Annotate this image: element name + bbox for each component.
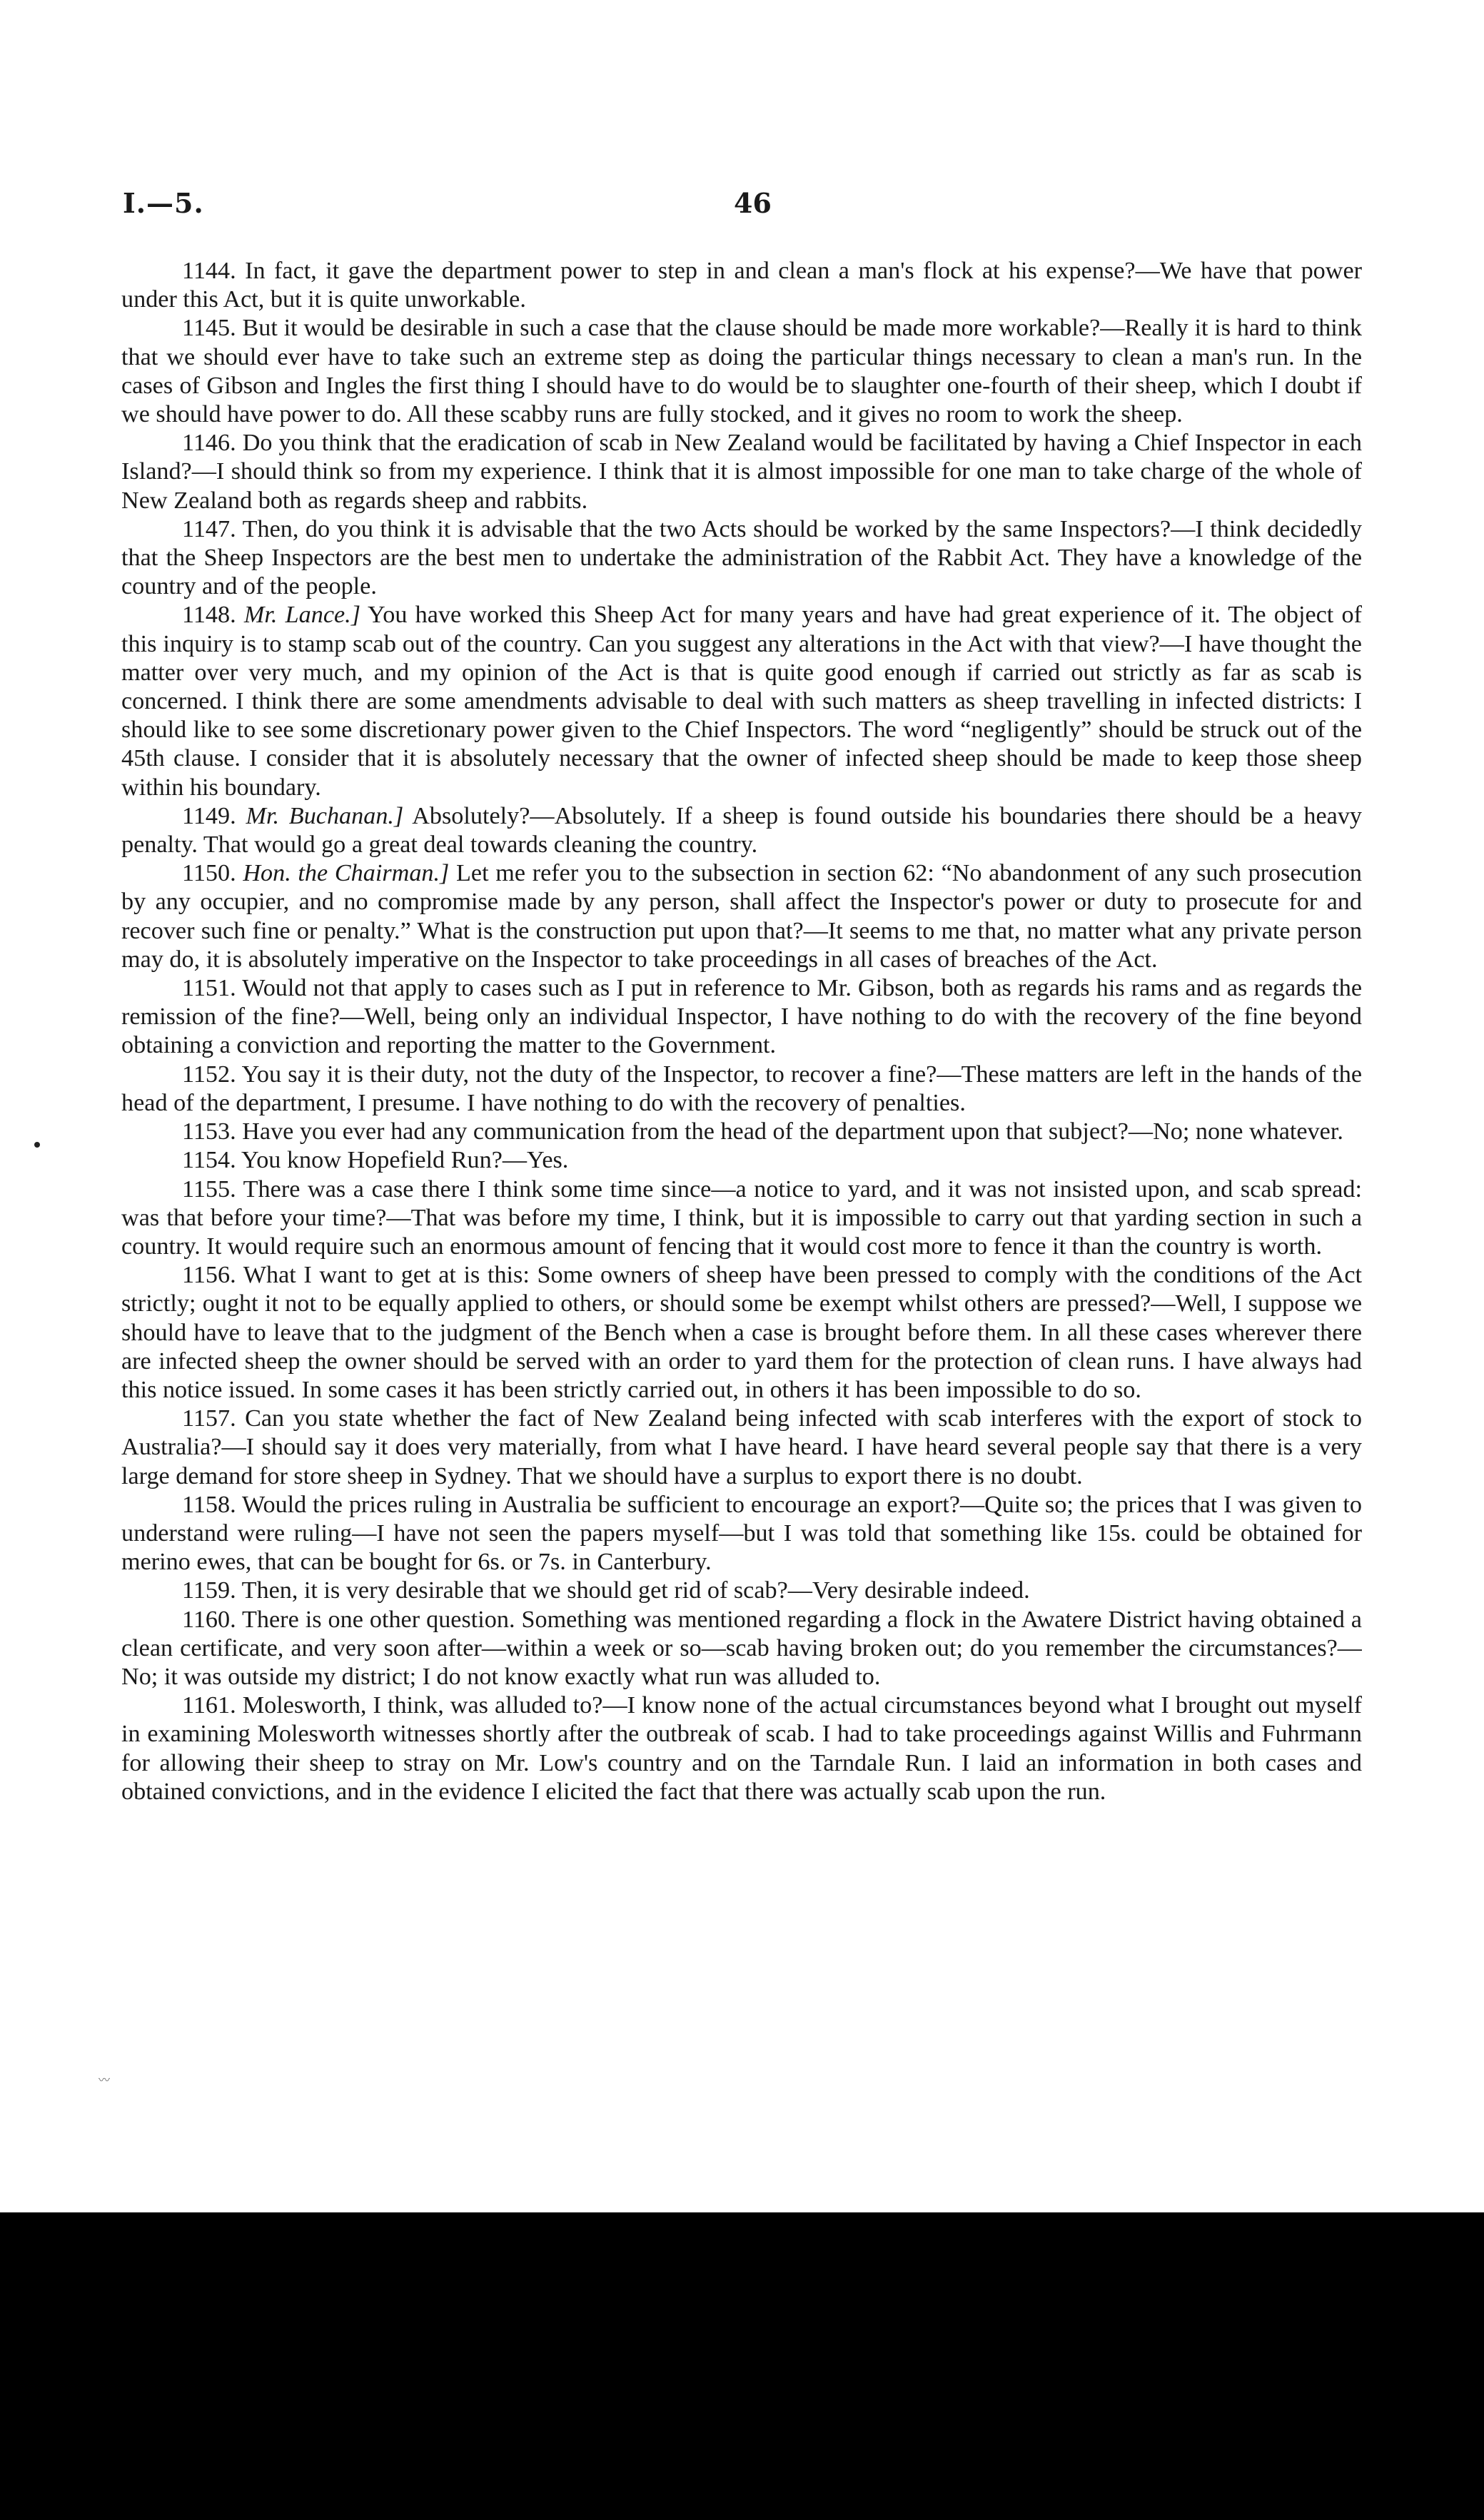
question-number: 1152.: [182, 1061, 236, 1088]
paragraph-text: Molesworth, I think, was alluded to?—I know none of the actual circumstances beyond what I brought out myself in examining Molesworth witnesses shortly after the outbreak of scab. I had to take proceedings against Willis and Fuhrmann for allowing their sheep to stray on Mr. Low's country and on the Tarndale Run. I laid an information in both cases and obtained convictions, and in the evidence I elicited the fact that there was actually scab upon the run.: [121, 1692, 1362, 1805]
paragraph-1157: [121, 1405, 1362, 1491]
paragraph-text: Have you ever had any communication from the head of the department upon that subject?—No; none whatever.: [242, 1118, 1343, 1145]
paragraph-1144: [121, 257, 1362, 314]
page-number: 46: [734, 187, 772, 219]
question-number: 1161.: [182, 1692, 236, 1719]
paragraph-1147: [121, 515, 1362, 602]
paragraph-text: You know Hopefield Run?—Yes.: [241, 1147, 569, 1174]
question-number: 1155.: [182, 1175, 236, 1203]
scan-black-region: [0, 2212, 1484, 2520]
question-number: 1150.: [182, 860, 236, 887]
question-number: 1146.: [182, 430, 236, 457]
question-number: 1145.: [182, 315, 236, 342]
question-number: 1153.: [182, 1118, 236, 1145]
question-number: 1148.: [182, 602, 236, 629]
speaker-name: Mr. Buchanan.]: [246, 802, 404, 829]
paragraph-text: You say it is their duty, not the duty of the Inspector, to recover a fine?—These matters are left in the hands of the head of the department, I presume. I have nothing to do with the recovery of penalties.: [121, 1061, 1362, 1116]
paragraph-text: There is one other question. Something was mentioned regarding a flock in the Awatere District having obtained a clean certificate, and very soon after—within a week or so—scab having broken out; do you remember the circumstances?—No; it was outside my district; I do not know exactly what run was alluded to.: [121, 1606, 1362, 1690]
question-number: 1149.: [182, 802, 236, 829]
question-number: 1157.: [182, 1405, 236, 1432]
paragraph-text: Let me refer you to the subsection in section 62: “No abandonment of any such prosecution by any occupier, and no compromise made by any person, shall affect the Inspector's power or duty to prosecute for and recover such fine or penalty.” What is the construction put upon that?—It seems to me that, no matter what any private person may do, it is absolutely imperative on the Inspector to take proceedings in all cases of breaches of the Act.: [121, 860, 1362, 973]
paragraph-text: Do you think that the eradication of scab in New Zealand would be facilitated by having a Chief Inspector in each Island?—I should think so from my experience. I think that it is almost impossible for one man to take charge of the whole of New Zealand both as regards sheep and rabbits.: [121, 430, 1362, 514]
margin-scribble-mark: 〰: [99, 2075, 111, 2085]
question-number: 1160.: [182, 1606, 236, 1633]
question-number: 1147.: [182, 515, 236, 542]
paragraph-1159: [121, 1577, 1362, 1605]
paragraph-1148: [121, 601, 1362, 801]
paragraph-1155: [121, 1175, 1362, 1262]
paragraph-text: Can you state whether the fact of New Zealand being infected with scab interferes with the export of stock to Australia?—I should say it does very materially, from what I have heard. I have heard several people say that there is a very large demand for store sheep in Sydney. That we should have a surplus to export there is no doubt.: [121, 1405, 1362, 1489]
paragraph-1146: [121, 429, 1362, 515]
paragraph-1154: [121, 1146, 1362, 1175]
question-number: 1144.: [182, 258, 236, 284]
page-header: [123, 187, 1365, 230]
paragraph-1160: [121, 1606, 1362, 1692]
question-number: 1158.: [182, 1491, 236, 1518]
paragraph-1145: [121, 314, 1362, 429]
question-number: 1156.: [182, 1262, 236, 1289]
paragraph-1150: [121, 859, 1362, 974]
question-number: 1154.: [182, 1147, 236, 1174]
document-reference: I.—5.: [123, 187, 204, 219]
paragraph-text: Would not that apply to cases such as I put in reference to Mr. Gibson, both as regards his rams and as regards the remission of the fine?—Well, being only an individual Inspector, I have nothing to do with the recovery of the fine beyond obtaining a conviction and reporting the matter to the Government.: [121, 975, 1362, 1059]
paragraph-text: Then, do you think it is advisable that the two Acts should be worked by the same Inspectors?—I think decidedly that the Sheep Inspectors are the best men to undertake the administration of the Rabbit Act. They have a knowledge of the country and of the people.: [121, 515, 1362, 600]
speaker-name: Hon. the Chairman.]: [243, 860, 450, 887]
paragraph-text: Absolutely?—Absolutely. If a sheep is found outside his boundaries there should be a heavy penalty. That would go a great deal towards cleaning the country.: [121, 802, 1362, 859]
paragraph-text: But it would be desirable in such a case that the clause should be made more workable?—Really it is hard to think that we should ever have to take such an extreme step as doing the particular things necessary to clean a man's run. In the cases of Gibson and Ingles the first thing I should have to do would be to slaughter one-fourth of their sheep, which I doubt if we should have power to do. All these scabby runs are fully stocked, and it gives no room to work the sheep.: [121, 315, 1362, 428]
speaker-name: Mr. Lance.]: [243, 602, 361, 629]
paragraph-1158: [121, 1491, 1362, 1577]
paragraph-text: Then, it is very desirable that we should get rid of scab?—Very desirable indeed.: [241, 1577, 1030, 1604]
paragraph-text: In fact, it gave the department power to step in and clean a man's flock at his expense?—We have that power under this Act, but it is quite unworkable.: [121, 258, 1362, 313]
paragraph-text: What I want to get at is this: Some owners of sheep have been pressed to comply with the conditions of the Act strictly; ought it not to be equally applied to others, or should some be exempt whilst others are pressed?—Well, I suppose we should have to leave that to the judgment of the Bench when a case is brought before them. In all these cases wherever there are infected sheep the owner should be served with an order to yard them for the protection of clean runs. I have always had this notice issued. In some cases it has been strictly carried out, in others it has been impossible to do so.: [121, 1262, 1362, 1403]
paragraph-text: Would the prices ruling in Australia be sufficient to encourage an export?—Quite so; the prices that I was given to understand were ruling—I have not seen the papers myself—but I was told that something like 15s. could be obtained for merino ewes, that can be bought for 6s. or 7s. in Canterbury.: [121, 1491, 1362, 1576]
margin-dot-mark: [34, 1142, 40, 1148]
question-number: 1151.: [182, 975, 236, 1002]
question-number: 1159.: [182, 1577, 236, 1604]
paragraph-1156: [121, 1261, 1362, 1405]
paragraph-1161: [121, 1691, 1362, 1806]
paragraph-1151: [121, 974, 1362, 1061]
paragraph-text: There was a case there I think some time since—a notice to yard, and it was not insisted upon, and scab spread: was that before your time?—That was before my time, I think, but it is impossible to carry out that yarding section in such a country. It would require such an enormous amount of fencing that it would cost more to fence it than the country is worth.: [121, 1175, 1362, 1260]
paragraph-text: You have worked this Sheep Act for many years and have had great experience of it. The object of this inquiry is to stamp scab out of the country. Can you suggest any alterations in the Act with that view?—I have thought the matter over very much, and my opinion of the Act is that is quite good enough if carried out strictly as far as scab is concerned. I think there are some amendments advisable to deal with such matters as sheep travelling in infected districts: I should like to see some discretionary power given to the Chief Inspectors. The word “negligently” should be struck out of the 45th clause. I consider that it is absolutely necessary that the owner of infected sheep should be made to keep those sheep within his boundary.: [121, 602, 1362, 801]
paragraph-1152: [121, 1061, 1362, 1118]
paragraph-1153: [121, 1118, 1362, 1146]
paragraph-1149: [121, 802, 1362, 859]
document-body: [121, 257, 1362, 2212]
